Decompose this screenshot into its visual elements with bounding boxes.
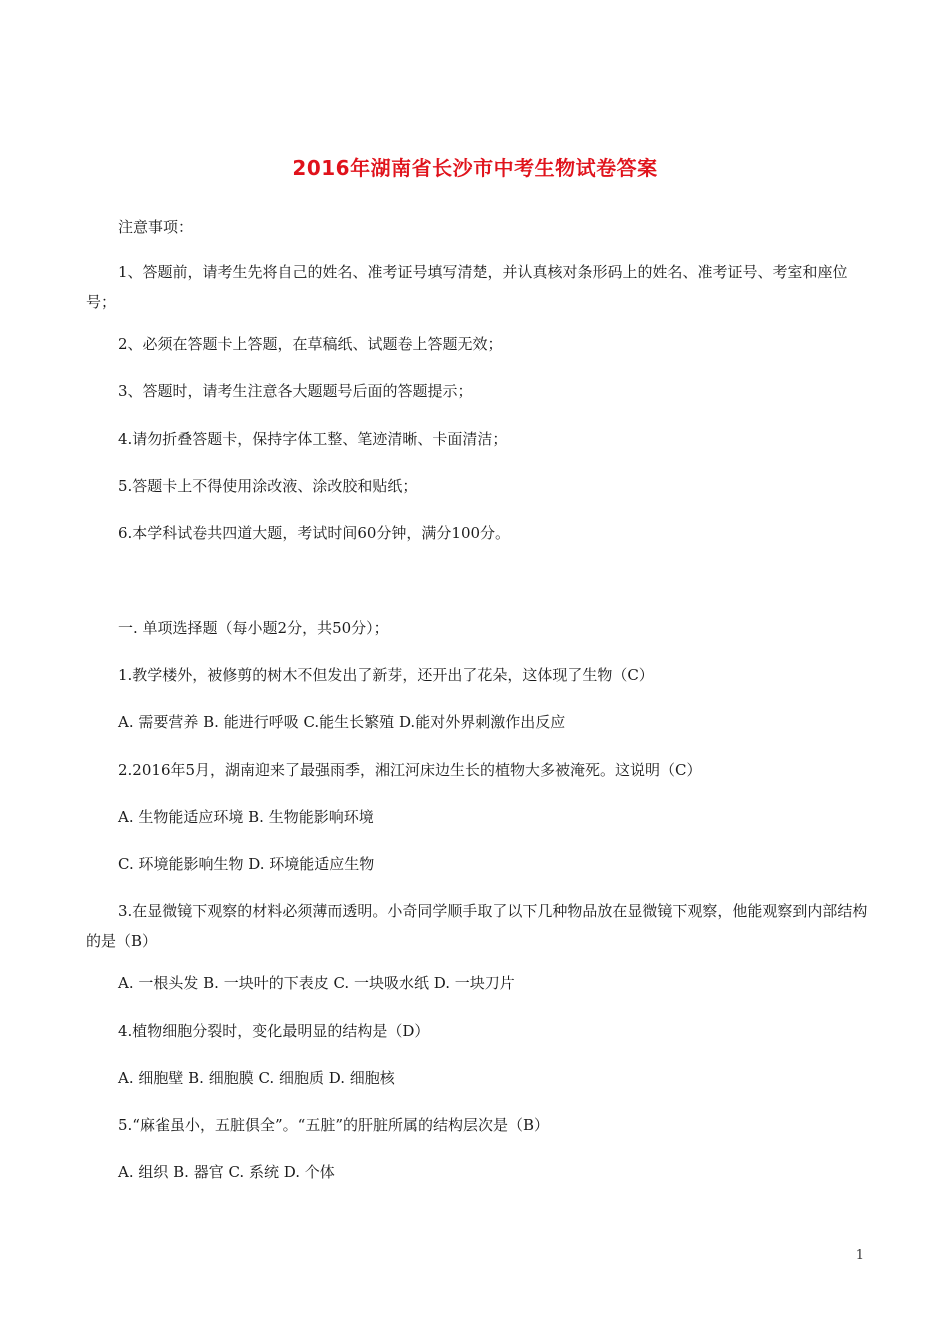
question-3-stem: 3.在显微镜下观察的材料必须薄而透明。小奇同学顺手取了以下几种物品放在显微镜下观察，他能观察到内部结构的是（B）: [86, 902, 868, 950]
section-heading: 一. 单项选择题（每小题2分，共50分）；: [118, 619, 389, 637]
page-number: 1: [855, 1248, 864, 1263]
question-5-options: A. 组织 B. 器官 C. 系统 D. 个体: [118, 1163, 335, 1181]
question-2-options-a-b: A. 生物能适应环境 B. 生物能影响环境: [118, 808, 374, 826]
notice-item-5: 5.答题卡上不得使用涂改液、涂改胶和贴纸；: [118, 477, 418, 495]
question-1-stem: 1.教学楼外，被修剪的树木不但发出了新芽，还开出了花朵，这体现了生物（C）: [118, 666, 654, 684]
question-4-stem: 4.植物细胞分裂时，变化最明显的结构是（D）: [118, 1022, 430, 1040]
notice-item-6: 6.本学科试卷共四道大题，考试时间60分钟，满分100分。: [118, 524, 511, 542]
notice-item-2: 2、必须在答题卡上答题，在草稿纸、试题卷上答题无效；: [118, 335, 503, 353]
question-1-options: A. 需要营养 B. 能进行呼吸 C.能生长繁殖 D.能对外界刺激作出反应: [118, 713, 566, 731]
question-3-options: A. 一根头发 B. 一块叶的下表皮 C. 一块吸水纸 D. 一块刀片: [118, 974, 515, 992]
question-2-options-c-d: C. 环境能影响生物 D. 环境能适应生物: [118, 855, 375, 873]
notice-heading: 注意事项：: [118, 218, 194, 236]
document-title: 2016年湖南省长沙市中考生物试卷答案: [292, 156, 658, 180]
question-2-stem: 2.2016年5月，湖南迎来了最强雨季，湘江河床边生长的植物大多被淹死。这说明（C）: [118, 761, 702, 779]
question-5-stem: 5.“麻雀虽小，五脏俱全”。“五脏”的肝脏所属的结构层次是（B）: [118, 1116, 550, 1134]
notice-item-1: 1、答题前，请考生先将自己的姓名、准考证号填写清楚，并认真核对条形码上的姓名、准考证号、考室和座位号；: [86, 263, 848, 311]
notice-item-4: 4.请勿折叠答题卡，保持字体工整、笔迹清晰、卡面清洁；: [118, 430, 508, 448]
question-4-options: A. 细胞壁 B. 细胞膜 C. 细胞质 D. 细胞核: [118, 1069, 395, 1087]
notice-item-3: 3、答题时，请考生注意各大题题号后面的答题提示；: [118, 382, 473, 400]
